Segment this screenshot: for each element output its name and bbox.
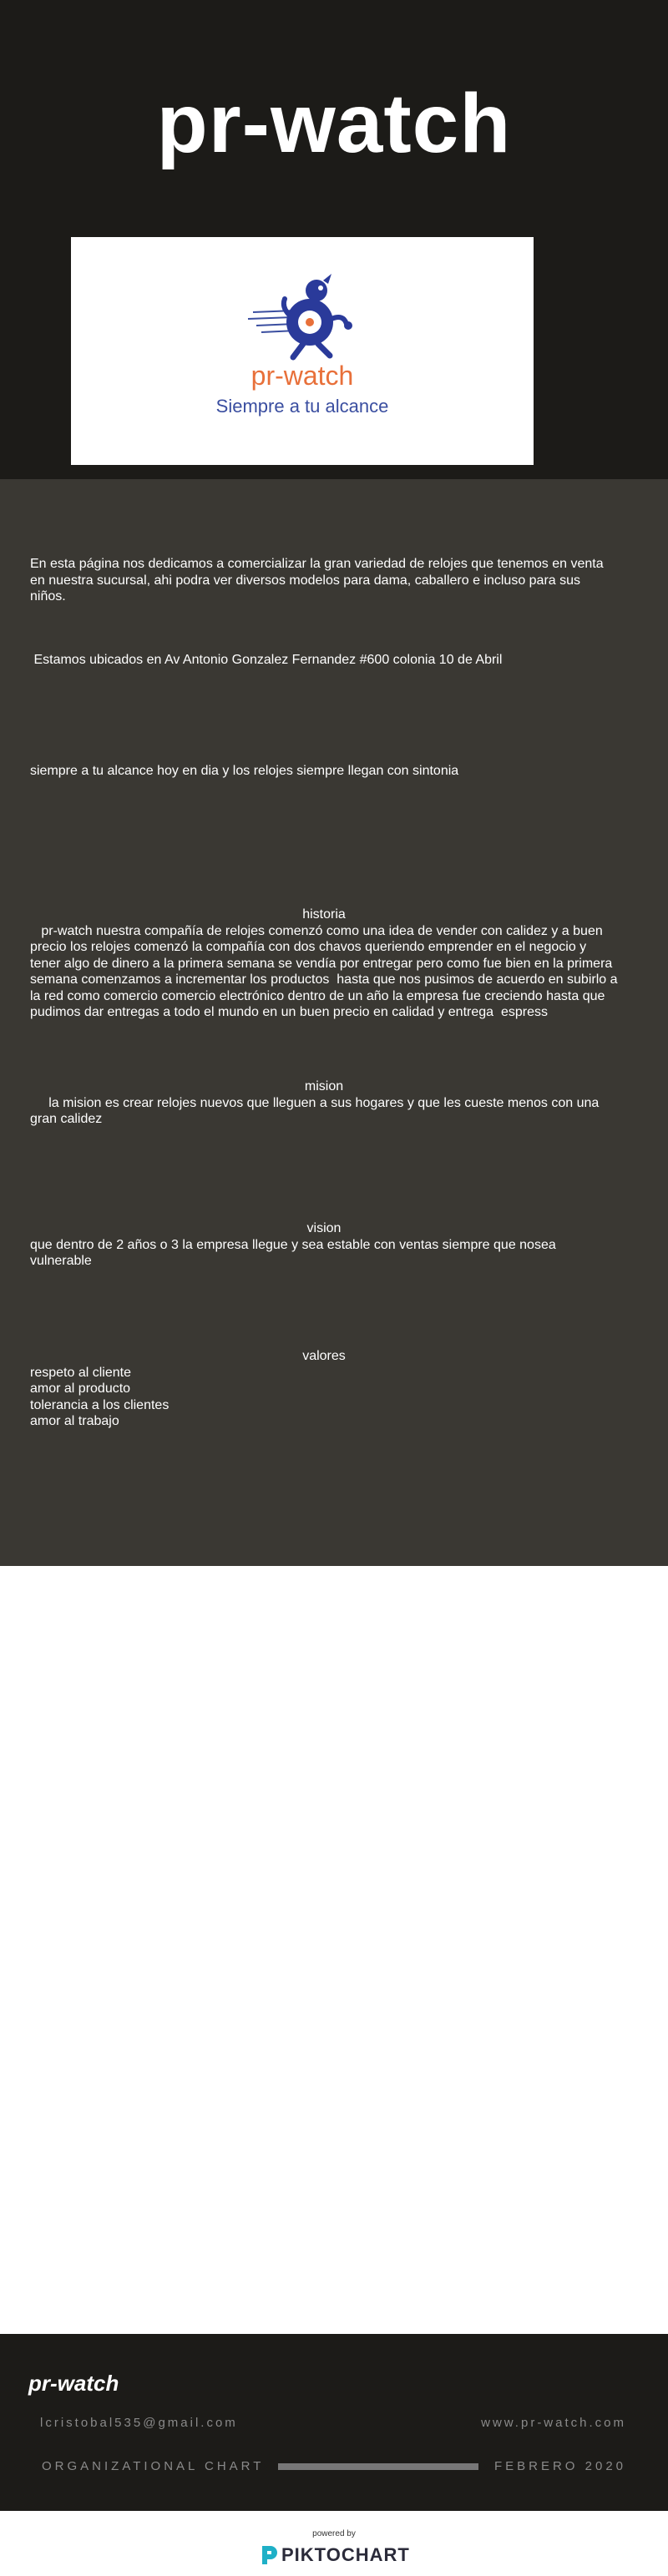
intro-text: En esta página nos dedicamos a comercializar la gran variedad de relojes que tenemos en venta en nuestra sucursal, ahi podra ver diversos modelos para dama, caballero e incluso para sus niños.: [30, 557, 604, 604]
historia-heading: historia: [302, 907, 346, 922]
mision-heading: mision: [304, 1079, 344, 1094]
vision-block: [30, 1220, 618, 1270]
piktochart-icon: [260, 2544, 278, 2566]
valores-item: amor al trabajo: [30, 1414, 119, 1428]
page-title: pr-watch: [156, 77, 512, 170]
location-text: Estamos ubicados en Av Antonio Gonzalez Fernandez #600 colonia 10 de Abril: [30, 653, 503, 667]
mision-body: la mision es crear relojes nuevos que lleguen a sus hogares y que les cueste menos con una gran calidez: [30, 1095, 603, 1126]
valores-item: tolerancia a los clientes: [30, 1397, 170, 1412]
vision-heading: vision: [306, 1221, 342, 1235]
logo-image: [71, 237, 534, 465]
piktochart-logo[interactable]: [260, 2543, 410, 2566]
valores-heading: valores: [302, 1349, 346, 1363]
footer: [0, 2334, 668, 2511]
historia-block: [30, 907, 621, 1021]
vision-body: que dentro de 2 años o 3 la empresa llegue y sea estable con ventas siempre que nosea vulnerable: [30, 1237, 556, 1268]
logo-name: pr-watch: [250, 361, 354, 391]
footer-email: lcristobal535@gmail.com: [40, 2416, 238, 2430]
footer-org-chart-label: ORGANIZATIONAL CHART: [42, 2459, 265, 2473]
footer-date: FEBRERO 2020: [493, 2459, 626, 2473]
valores-block: [30, 1348, 618, 1430]
valores-item: amor al producto: [30, 1381, 131, 1396]
historia-body: pr-watch nuestra compañía de relojes comenzó como una idea de vender con calidez y a buen precio los relojes comenzó la compañía con dos chavos queriendo emprender en el negocio y tener algo de dinero a la primera semana se vendía por entregar pero como fue bien en la primera semana comenzamos a incrementar los productos hasta que nos pusimos de acuerdo en subirlo a la red como comercio comercio electrónico dentro de un año la empresa fue creciendo hasta que pudimos dar entregas a todo el mundo en un buen precio en calidad y entrega espress: [30, 923, 621, 1019]
footer-brand: pr-watch: [28, 2371, 119, 2396]
slogan-text: siempre a tu alcance hoy en dia y los relojes siempre llegan con sintonia: [30, 764, 459, 778]
content-section: [0, 479, 668, 1566]
powered-by-label: powered by: [312, 2529, 356, 2538]
logo-tagline: Siempre a tu alcance: [215, 396, 389, 417]
footer-divider-bar: [278, 2463, 478, 2470]
footer-website: www.pr-watch.com: [481, 2416, 626, 2430]
powered-by-section: [0, 2511, 668, 2576]
piktochart-wordmark: PIKTOCHART: [281, 2544, 410, 2565]
mision-block: [30, 1078, 618, 1128]
running-clock-icon: [245, 270, 362, 362]
valores-item: respeto al cliente: [30, 1365, 131, 1380]
hero-section: [0, 0, 668, 479]
